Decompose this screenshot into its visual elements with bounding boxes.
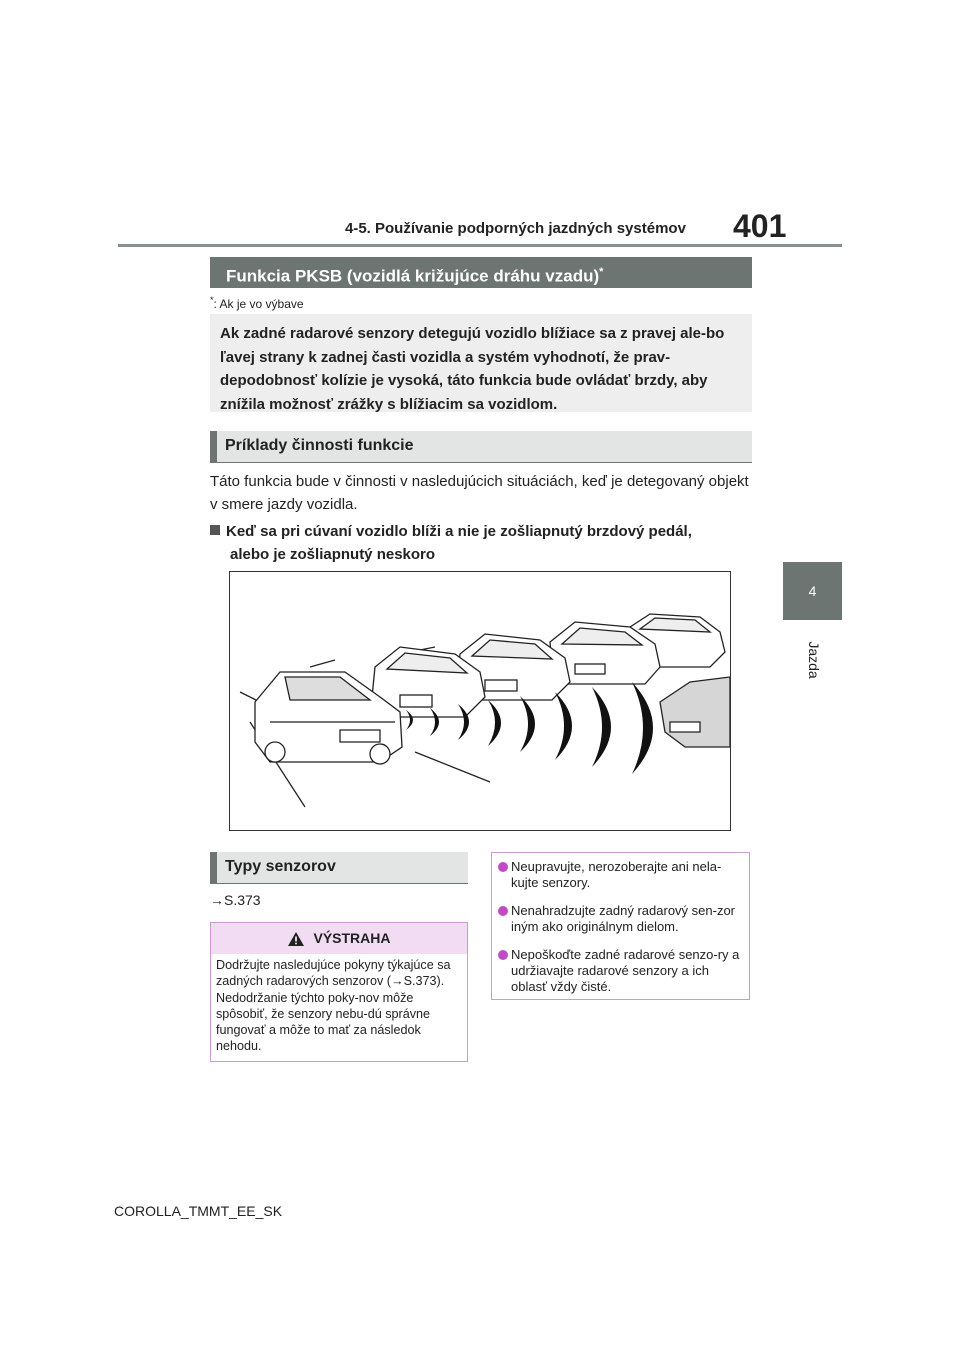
approaching-car	[660, 677, 730, 747]
section-heading: 4-5. Používanie podporných jazdných systémov	[345, 220, 686, 237]
page-title-text: Funkcia PKSB (vozidlá križujúce dráhu vzadu)	[226, 266, 600, 286]
condition-line-1: Keď sa pri cúvaní vozidlo blíži a nie je zošliapnutý brzdový pedál,	[226, 523, 692, 540]
chapter-tab	[783, 562, 842, 620]
warning-body: Dodržujte nasledujúce pokyny týkajúce sa zadných radarových senzorov (→S.373). Nedodržanie týchto poky-nov môže spôsobiť, že senzory nebu-dú správne fungovať a môže to mať za následok nehodu.	[216, 958, 451, 1054]
document-footer: COROLLA_TMMT_EE_SK	[114, 1203, 283, 1219]
radar-wave	[555, 692, 572, 760]
page-title	[210, 257, 752, 288]
chapter-label: Jazda	[806, 641, 822, 679]
list-item: Nepoškoďte zadné radarové senzo-ry a udržiavajte radarové senzory a ich oblasť vždy čisté.	[498, 947, 743, 996]
radar-wave	[488, 700, 501, 746]
footnote-text: : Ak je vo výbave	[213, 297, 304, 311]
section-heading-examples: Príklady činnosti funkcie	[210, 431, 752, 463]
section-heading-sensor-types: Typy senzorov	[210, 852, 468, 884]
footnote-mark: *	[210, 295, 214, 305]
warning-header	[211, 923, 467, 954]
parking-line	[415, 752, 490, 782]
radar-wave	[592, 687, 611, 767]
notes-box	[491, 852, 750, 1000]
parking-illustration-svg	[230, 572, 730, 830]
title-footnote-mark: *	[599, 266, 604, 278]
page-reference-link[interactable]: →S.373	[210, 892, 261, 908]
warning-box	[210, 922, 468, 1062]
condition-line-2: alebo je zošliapnutý neskoro	[230, 546, 436, 563]
notes-list	[492, 853, 749, 996]
condition-heading	[210, 520, 755, 566]
radar-wave	[632, 682, 653, 774]
footnote	[210, 295, 304, 311]
list-item: Neupravujte, nerozoberajte ani nela-kujte senzory.	[498, 859, 743, 892]
chapter-label-wrap	[783, 630, 842, 690]
square-bullet-icon	[210, 525, 220, 535]
radar-wave	[520, 696, 535, 752]
page-number: 401	[733, 208, 787, 244]
chapter-number: 4	[808, 583, 817, 599]
warning-triangle-icon	[287, 931, 305, 947]
header-divider	[118, 244, 842, 247]
intro-box: Ak zadné radarové senzory detegujú vozidlo blížiace sa z pravej ale-bo ľavej strany k zadnej časti vozidla a systém vyhodnotí, že prav-depodobnosť kolízie je vysoká, táto funkcia bude ovládať brzdy, aby znížila možnosť zrážky s blížiacim sa vozidlom.	[210, 314, 752, 412]
warning-title: VÝSTRAHA	[313, 930, 391, 946]
parking-line	[310, 660, 335, 667]
list-item: Nenahradzujte zadný radarový sen-zor iným ako originálnym dielom.	[498, 903, 743, 936]
illustration-parking-scene	[229, 571, 731, 831]
section-paragraph: Táto funkcia bude v činnosti v nasledujúcich situáciách, keď je detegovaný objekt v smere jazdy vozidla.	[210, 473, 749, 513]
